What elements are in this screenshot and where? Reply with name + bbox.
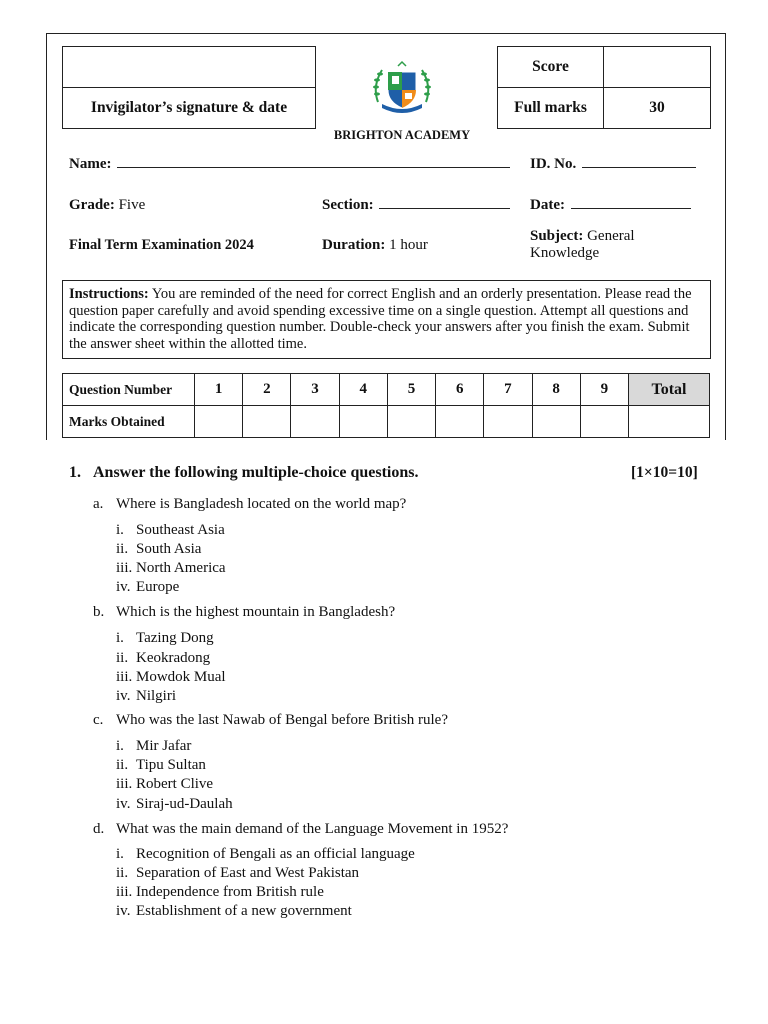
option-num: iii. [116,776,133,792]
date-field [530,197,691,214]
option-num: ii. [116,541,129,557]
option-text[interactable]: Independence from British rule [136,884,324,900]
qnum-cell: 7 [484,374,532,406]
date-label: Date: [530,197,565,213]
section-title: Answer the following multiple-choice questions. [93,464,419,481]
score-value-box [603,46,711,88]
name-label: Name: [69,156,112,172]
marks-cell[interactable] [484,406,532,438]
total-marks-cell[interactable] [629,406,710,438]
option-text[interactable]: Recognition of Bengali as an official language [136,846,415,862]
question-d-letter: d. [93,821,105,837]
marks-cell[interactable] [387,406,435,438]
option-num: iv. [116,796,131,812]
instructions-label: Instructions: [69,286,149,302]
option-num: ii. [116,865,129,881]
score-label: Score [532,58,569,75]
qnum-cell: 2 [243,374,291,406]
option-num: i. [116,522,124,538]
option-text[interactable]: South Asia [136,541,202,557]
qnum-cell: 9 [580,374,628,406]
option-text[interactable]: Tazing Dong [136,630,214,646]
option-text[interactable]: Tipu Sultan [136,757,206,773]
subject-value: General Knowledge [530,228,635,261]
subject-field [530,228,690,262]
option-num: iv. [116,688,131,704]
id-field [530,156,696,173]
id-label: ID. No. [530,156,577,172]
option-text[interactable]: Mir Jafar [136,738,192,754]
marks-cell[interactable] [291,406,339,438]
grade-label: Grade: [69,197,115,213]
option-text[interactable]: Siraj-ud-Daulah [136,796,233,812]
option-num: i. [116,738,124,754]
option-text[interactable]: Nilgiri [136,688,176,704]
option-num: ii. [116,757,129,773]
question-a-letter: a. [93,496,104,512]
instructions-text: You are reminded of the need for correct English and an orderly presentation. Please read the question paper carefully and avoid spending excessive time on a single question. Attempt all questions and indicate the corresponding question number. Double-check your answers after you finish the exam. Submit the answer sheet within the allotted time. [69,286,692,352]
qnum-cell: 8 [532,374,580,406]
date-blank[interactable] [571,208,691,209]
question-d-text: What was the main demand of the Language Movement in 1952? [116,821,509,837]
invigilator-signature-box [62,46,316,88]
score-label-box [497,46,604,88]
school-logo [368,58,436,118]
option-num: iii. [116,669,133,685]
invigilator-label: Invigilator’s signature & date [90,99,288,116]
question-c-text: Who was the last Nawab of Bengal before British rule? [116,712,448,728]
option-num: iv. [116,903,131,919]
name-blank[interactable] [117,167,510,168]
marks-cell[interactable] [195,406,243,438]
exam-title: Final Term Examination 2024 [69,237,254,253]
question-c-letter: c. [93,712,104,728]
question-b-text: Which is the highest mountain in Bangladesh? [116,604,396,620]
option-text[interactable]: Europe [136,579,180,595]
qnum-cell: 1 [195,374,243,406]
option-num: i. [116,630,124,646]
grade-value: Five [118,197,146,213]
full-marks-label-box [497,87,604,129]
option-text[interactable]: Southeast Asia [136,522,225,538]
marks-cell[interactable] [243,406,291,438]
qnum-cell: 6 [436,374,484,406]
school-name: BRIGHTON ACADEMY [333,128,471,142]
option-num: iv. [116,579,131,595]
marks-cell[interactable] [339,406,387,438]
duration-value: 1 hour [389,237,428,253]
qnum-cell: 4 [339,374,387,406]
instructions-box [62,280,711,359]
option-text[interactable]: Robert Clive [136,776,214,792]
subject-label: Subject: [530,228,584,244]
question-a-text: Where is Bangladesh located on the world map? [116,496,407,512]
option-text[interactable]: North America [136,560,226,576]
duration-label: Duration: [322,237,386,253]
question-b-letter: b. [93,604,105,620]
section-marks: [1×10=10] [631,464,698,481]
invigilator-label-box [62,87,316,129]
option-text[interactable]: Establishment of a new government [136,903,352,919]
section-field [322,197,510,214]
marks-obtained-row [63,406,710,438]
qnum-cell: 3 [291,374,339,406]
marks-cell[interactable] [436,406,484,438]
option-text[interactable]: Mowdok Mual [136,669,226,685]
option-num: ii. [116,650,129,666]
full-marks-value: 30 [649,99,665,116]
grade-field [69,197,145,214]
option-num: iii. [116,560,133,576]
option-num: iii. [116,884,133,900]
qnum-cell: 5 [387,374,435,406]
marks-cell[interactable] [580,406,628,438]
option-text[interactable]: Separation of East and West Pakistan [136,865,360,881]
question-number-row [63,374,710,406]
id-blank[interactable] [582,167,696,168]
option-text[interactable]: Keokradong [136,650,211,666]
section-label: Section: [322,197,374,213]
section-blank[interactable] [379,208,510,209]
full-marks-value-box [603,87,711,129]
full-marks-label: Full marks [514,99,587,116]
marks-obtained-label: Marks Obtained [63,406,195,438]
marks-cell[interactable] [532,406,580,438]
section-number: 1. [69,464,81,481]
duration-field [322,237,428,254]
option-num: i. [116,846,124,862]
total-header: Total [629,374,710,406]
question-number-label: Question Number [63,374,195,406]
name-field [69,156,510,173]
marks-table [62,373,710,438]
